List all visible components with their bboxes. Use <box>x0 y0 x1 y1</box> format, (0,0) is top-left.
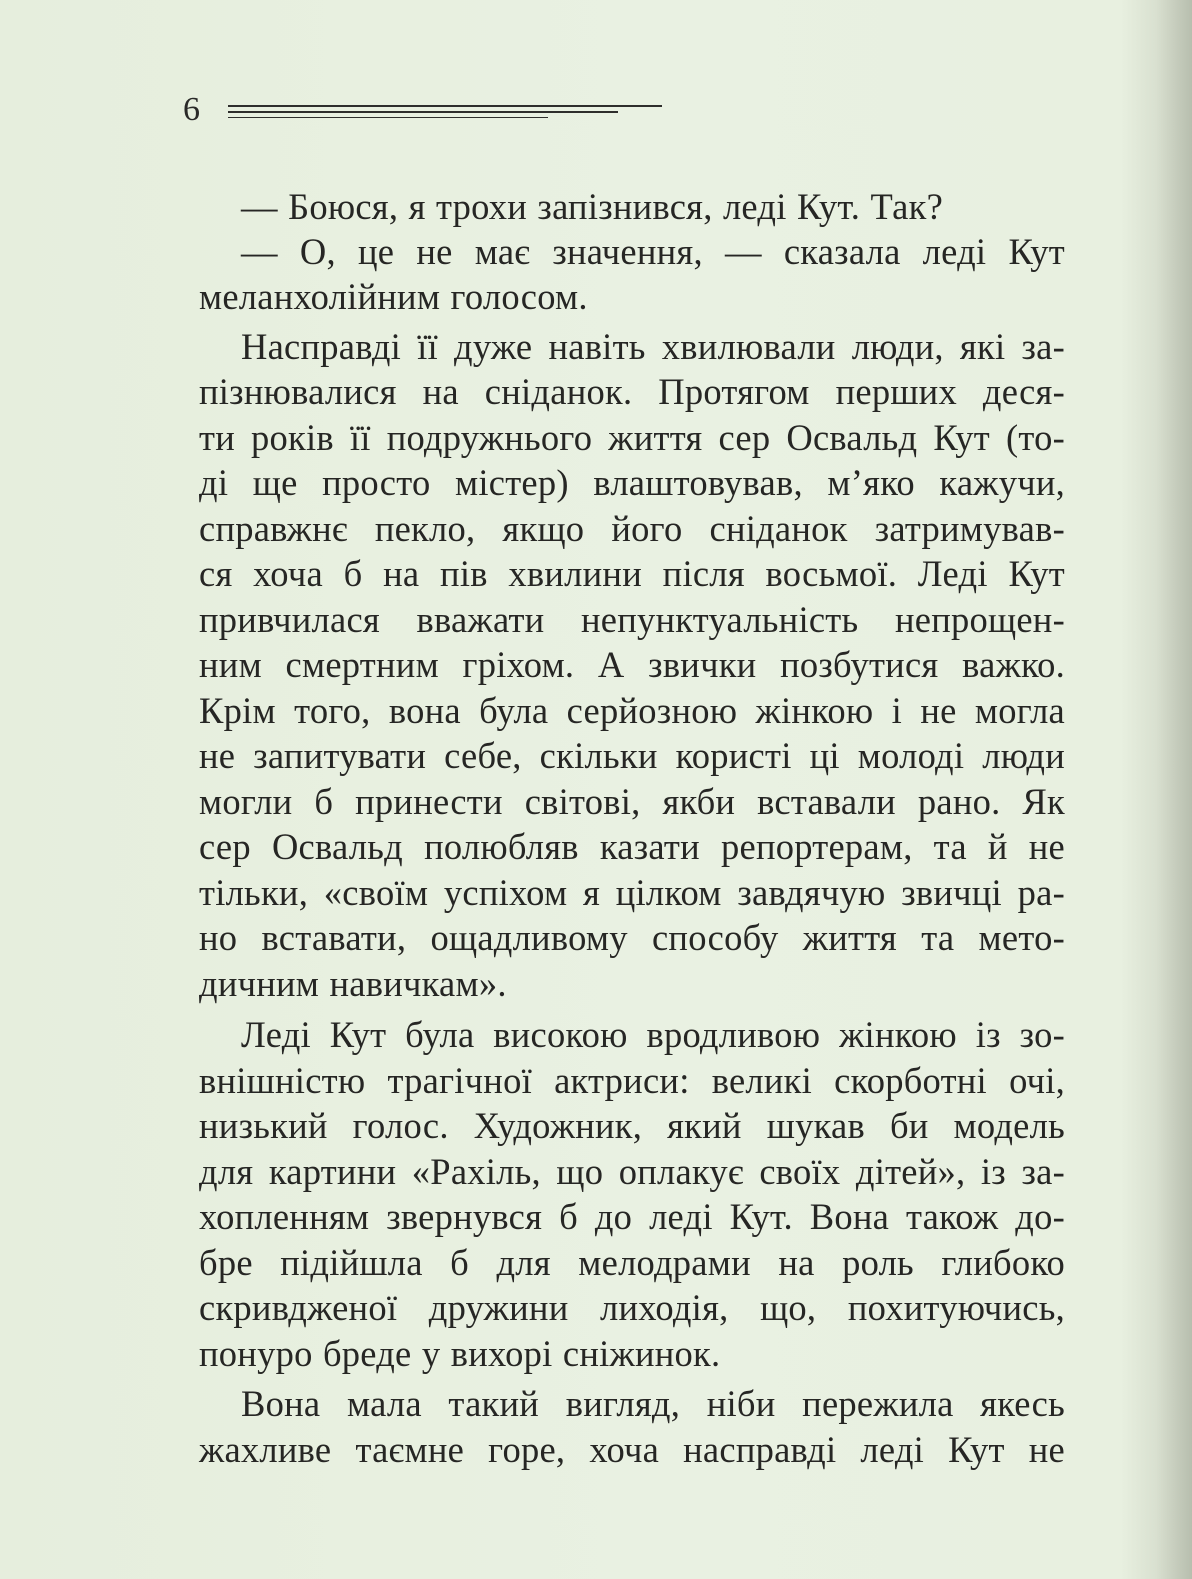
text-line: Насправді її дуже навіть хвилювали люди, які за- <box>241 326 1065 367</box>
text-line: ді ще просто містер) влаштовував, м’яко кажучи, <box>199 462 1065 503</box>
text-line: — Боюся, я трохи запізнився, леді Кут. Так? <box>241 186 944 227</box>
text-line: ним смертним гріхом. А звички позбутися важко. <box>199 644 1065 685</box>
text-line: ся хоча б на пів хвилини після восьмої. Леді Кут <box>199 553 1065 594</box>
text-line: ти років її подружнього життя сер Освальд Кут (то- <box>199 417 1065 458</box>
text-line: дичним навичкам». <box>199 963 507 1004</box>
text-line: понуро бреде у вихорі сніжинок. <box>199 1333 721 1374</box>
text-line: могли б принести світові, якби вставали рано. Як <box>199 781 1065 822</box>
text-line: тільки, «своїм успіхом я цілком завдячую звичці ра- <box>199 872 1065 913</box>
text-line: Леді Кут була високою вродливою жінкою із зо- <box>241 1014 1065 1055</box>
text-line: не запитувати себе, скільки користі ці молоді люди <box>199 735 1065 776</box>
text-line: меланхолійним голосом. <box>199 276 588 317</box>
text-line: Вона мала такий вигляд, ніби пережила якесь <box>241 1383 1065 1424</box>
header-rule <box>228 105 662 107</box>
text-line: внішністю трагічної актриси: великі скорботні очі, <box>199 1060 1065 1101</box>
text-line: Крім того, вона була серйозною жінкою і не могла <box>199 690 1065 731</box>
text-line: низький голос. Художник, який шукав би модель <box>199 1105 1065 1146</box>
text-line: сер Освальд полюбляв казати репортерам, та й не <box>199 826 1065 867</box>
text-line: хопленням звернувся б до леді Кут. Вона також до- <box>199 1196 1065 1237</box>
header-rule <box>228 111 618 113</box>
text-line: бре підійшла б для мелодрами на роль глибоко <box>199 1242 1065 1283</box>
text-line: скривдженої дружини лиходія, що, похитуючись, <box>199 1287 1065 1328</box>
text-line: — О, це не має значення, — сказала леді Кут <box>241 231 1065 272</box>
text-line: привчилася вважати непунктуальність непрощен- <box>199 599 1065 640</box>
page-edge-shadow <box>1156 0 1192 1579</box>
text-line: справжнє пекло, якщо його сніданок затримував- <box>199 508 1065 549</box>
text-line: для картини «Рахіль, що оплакує своїх дітей», із за- <box>199 1151 1065 1192</box>
text-line: но вставати, ощадливому способу життя та мето- <box>199 917 1065 958</box>
text-line: жахливе таємне горе, хоча насправді леді Кут не <box>199 1429 1065 1470</box>
page-number: 6 <box>183 91 200 128</box>
text-line: пізнювалися на сніданок. Протягом перших деся- <box>199 371 1065 412</box>
header-rule <box>228 117 548 118</box>
